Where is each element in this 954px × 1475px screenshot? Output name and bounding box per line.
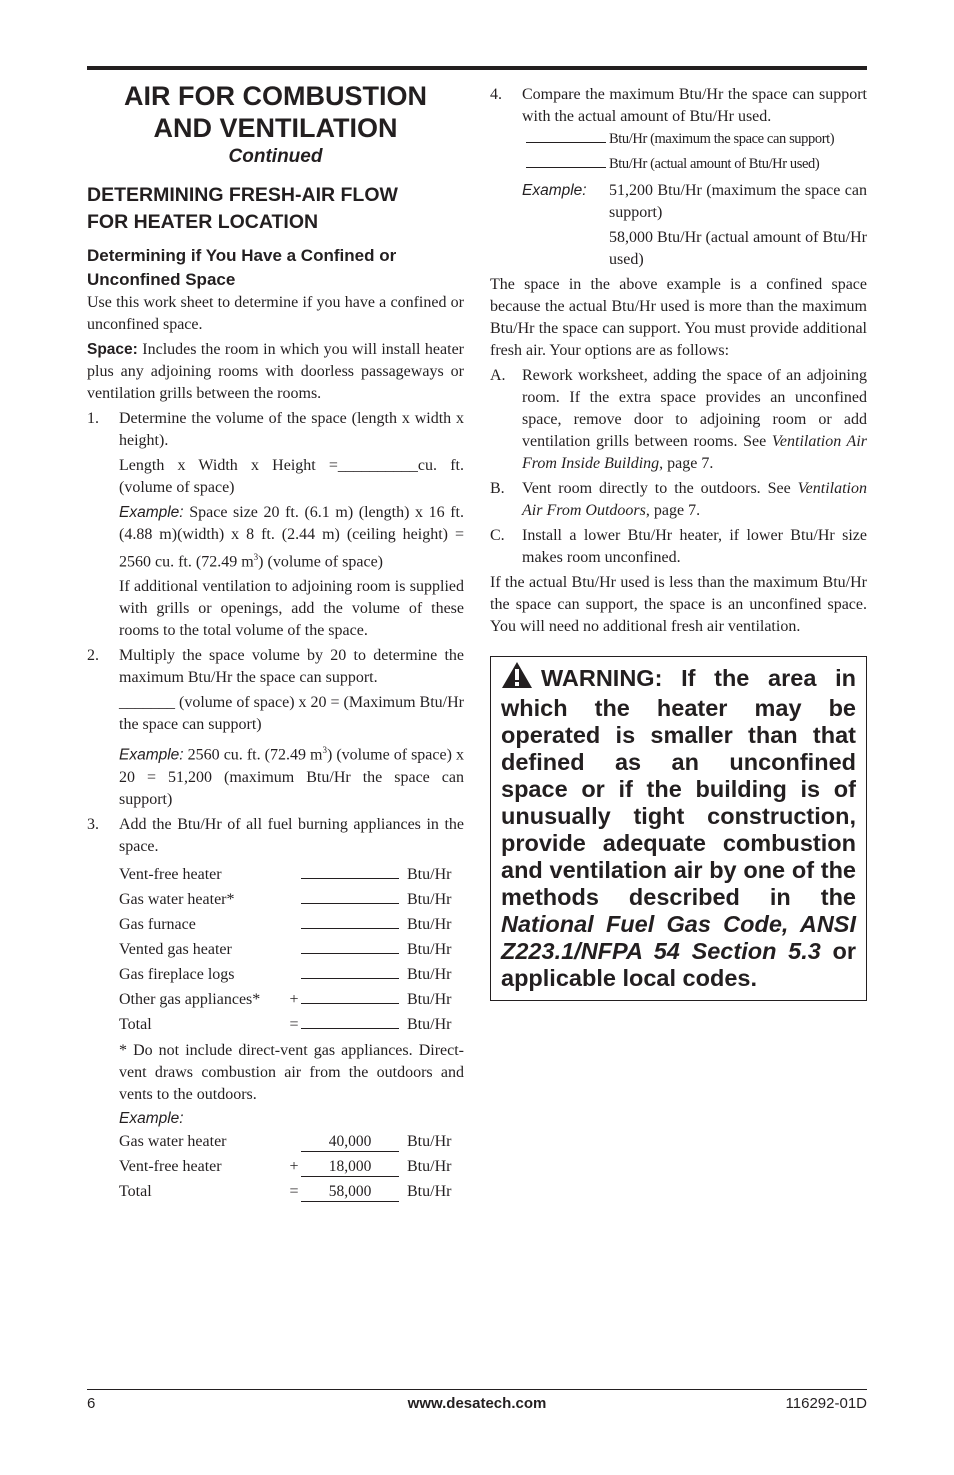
example-max-value: 51,200 Btu/Hr (maximum the space can support): [609, 182, 867, 221]
website-link[interactable]: www.desatech.com: [407, 1395, 547, 1412]
step-4-example-values: [609, 180, 867, 271]
step-4-text: Compare the maximum Btu/Hr the space can support with the actual amount of Btu/Hr used.: [522, 86, 867, 125]
space-text: Includes the room in which you will install heater plus any adjoining rooms with doorless passageways or ventilation grills between the rooms.: [87, 341, 464, 402]
conclusion-paragraph: The space in the above example is a confined space because the actual Btu/Hr used is more than the maximum Btu/Hr the space can support. You must provide additional fresh air. Your options are as follows:: [490, 276, 867, 359]
option-c-text: Install a lower Btu/Hr heater, if lower Btu/Hr size makes room unconfined.: [522, 527, 867, 566]
row-unit: Btu/Hr: [407, 1157, 452, 1175]
example-row: [119, 1158, 464, 1183]
step-1-note: If additional ventilation to adjoining room is supplied with grills or openings, add the volume of these rooms to the total volume of the space.: [119, 578, 464, 640]
blank-field[interactable]: [301, 1012, 399, 1029]
row-label: Total: [119, 1015, 152, 1033]
worksheet-row-total: [119, 1012, 464, 1037]
option-a-text: Rework worksheet, adding the space of an adjoining room. If the extra space provides an unconfined space, remove door to adjoining room or add ventilation grills between rooms. See: [522, 367, 867, 450]
btu-max-line: [526, 128, 867, 153]
step-2-example-text: 2560 cu. ft. (72.49 m: [183, 746, 323, 764]
appliance-worksheet: [87, 862, 464, 1037]
section-heading-line-1: DETERMINING FRESH-AIR FLOW: [87, 184, 398, 206]
example-label: Example:: [522, 182, 587, 199]
step-2-number: 2.: [87, 647, 99, 665]
step-4: [490, 84, 867, 128]
step-1: [87, 408, 464, 452]
row-unit: Btu/Hr: [407, 990, 452, 1008]
row-operator: +: [289, 990, 299, 1008]
step-1-text: Determine the volume of the space (length x width x height).: [119, 410, 464, 449]
document-number: 116292-01D: [785, 1395, 867, 1412]
superscript: 3: [322, 745, 327, 756]
blank-field[interactable]: [301, 962, 399, 979]
option-b-text: Vent room directly to the outdoors. See: [522, 480, 798, 497]
row-operator: =: [289, 1182, 299, 1200]
blank-field[interactable]: [301, 937, 399, 954]
option-b-letter: B.: [490, 480, 505, 497]
worksheet-row: [119, 937, 464, 962]
option-a-letter: A.: [490, 367, 506, 384]
step-1-formula: Length x Width x Height =__________cu. ft. (volume of space): [119, 457, 464, 496]
row-label: Vent-free heater: [119, 865, 222, 883]
btu-actual-line: [526, 153, 867, 178]
row-unit: Btu/Hr: [407, 940, 452, 958]
warning-text: WARNING: If the area in which the heater may be operated is smaller than that defined as an unconfined space or if the building is of unusually tight construction, provide adequate combustion and ventilation air by one of the methods described in the: [501, 665, 856, 910]
step-3-example-label: Example:: [119, 1109, 184, 1127]
step-2-example: [87, 739, 464, 810]
left-column: [87, 80, 464, 1208]
worksheet-row: [119, 912, 464, 937]
row-label: Other gas appliances*: [119, 990, 261, 1008]
row-label: Gas water heater: [119, 1132, 227, 1150]
warning-box: [490, 656, 867, 1001]
blank-field[interactable]: [526, 128, 606, 143]
step-2-formula: _______ (volume of space) x 20 = (Maximum Btu/Hr the space can support): [119, 694, 464, 734]
row-label: Gas furnace: [119, 915, 196, 933]
top-rule: [87, 66, 867, 70]
warning-end: or applicable local codes.: [501, 938, 857, 991]
step-4-example: [490, 180, 867, 271]
title-line-2: AND VENTILATION: [153, 113, 398, 143]
blank-field[interactable]: [301, 862, 399, 879]
row-label: Vent-free heater: [119, 1157, 222, 1175]
subheading: [87, 244, 464, 292]
section-heading: [87, 182, 464, 236]
worksheet-row: [119, 962, 464, 987]
row-unit: Btu/Hr: [407, 1015, 452, 1033]
option-a: [490, 365, 867, 475]
step-3-number: 3.: [87, 815, 99, 833]
page-title: [87, 80, 464, 144]
row-unit: Btu/Hr: [407, 890, 452, 908]
row-unit: Btu/Hr: [407, 965, 452, 983]
step-4-number: 4.: [490, 86, 502, 103]
example-value: 40,000: [301, 1135, 399, 1152]
step-3: [87, 814, 464, 858]
worksheet-row: [119, 862, 464, 887]
row-unit: Btu/Hr: [407, 915, 452, 933]
option-a-end: , page 7.: [659, 455, 714, 472]
row-operator: =: [289, 1015, 299, 1033]
section-heading-line-2: FOR HEATER LOCATION: [87, 211, 319, 233]
right-column: [490, 84, 867, 1001]
example-label: Example:: [119, 746, 184, 764]
space-definition: [87, 339, 464, 405]
step-2-text: Multiply the space volume by 20 to determine the maximum Btu/Hr the space can support.: [119, 647, 464, 687]
worksheet-row: [119, 987, 464, 1012]
continued-label: Continued: [228, 146, 323, 167]
blank-field[interactable]: [301, 987, 399, 1004]
blank-field[interactable]: [301, 887, 399, 904]
step-3-footnote: * Do not include direct-vent gas appliances. Direct-vent draws combustion air from the outdoors and vents to the outdoors.: [119, 1041, 464, 1103]
option-c: [490, 525, 867, 569]
subheading-line-2: Unconfined Space: [87, 270, 236, 289]
row-label: Total: [119, 1182, 152, 1200]
row-operator: +: [289, 1157, 299, 1175]
row-unit: Btu/Hr: [407, 1182, 452, 1200]
subheading-line-1: Determining if You Have a Confined or: [87, 246, 397, 265]
option-a-reference: Ventilation Air From Inside Building: [522, 433, 868, 472]
option-b: [490, 478, 867, 522]
final-paragraph: If the actual Btu/Hr used is less than the maximum Btu/Hr the space can support, the space is an unconfined space. You will need no additional fresh air ventilation.: [490, 574, 867, 635]
title-line-1: AIR FOR COMBUSTION: [124, 81, 427, 111]
step-2: [87, 645, 464, 689]
example-label: Example:: [119, 504, 184, 521]
step-2-example-end: ) (volume of space) x 20 = 51,200 (maximum Btu/Hr the space can support): [119, 746, 464, 808]
blank-field[interactable]: [301, 912, 399, 929]
row-unit: Btu/Hr: [407, 865, 452, 883]
example-value: 18,000: [301, 1160, 399, 1177]
step-1-example: [87, 502, 464, 573]
row-unit: Btu/Hr: [407, 1132, 452, 1150]
blank-field[interactable]: [526, 153, 606, 168]
example-worksheet: [87, 1133, 464, 1208]
btu-actual-label: Btu/Hr (actual amount of Btu/Hr used): [609, 156, 820, 172]
step-1-example-end: ) (volume of space): [258, 553, 383, 571]
bottom-rule: [87, 1389, 867, 1390]
warning-code-reference: National Fuel Gas Code, ANSI Z223.1/NFPA 54 Section 5.3: [501, 911, 856, 964]
warning-triangle-icon: [501, 661, 533, 695]
intro-paragraph: Use this work sheet to determine if you have a confined or unconfined space.: [87, 294, 464, 333]
btu-max-label: Btu/Hr (maximum the space can support): [609, 131, 835, 147]
step-1-example-text: Space size 20 ft. (6.1 m) (length) x 16 ft. (4.88 m)(width) x 8 ft. (2.44 m) (ceiling height) = 2560 cu. ft. (72.49 m: [119, 504, 464, 571]
superscript: 3: [253, 552, 259, 562]
row-label: Vented gas heater: [119, 940, 232, 958]
option-c-letter: C.: [490, 527, 505, 544]
example-value: 58,000: [301, 1185, 399, 1202]
option-b-end: , page 7.: [645, 502, 701, 519]
example-actual-value: 58,000 Btu/Hr (actual amount of Btu/Hr used): [609, 229, 867, 268]
example-row-total: [119, 1183, 464, 1208]
option-b-reference: Ventilation Air From Outdoors: [522, 480, 867, 519]
page-number: 6: [87, 1395, 96, 1412]
worksheet-row: [119, 887, 464, 912]
example-row: [119, 1133, 464, 1158]
space-label: Space:: [87, 341, 138, 358]
step-3-text: Add the Btu/Hr of all fuel burning appliances in the space.: [119, 815, 464, 855]
row-label: Gas fireplace logs: [119, 965, 235, 983]
row-label: Gas water heater*: [119, 890, 235, 908]
step-1-number: 1.: [87, 410, 99, 427]
